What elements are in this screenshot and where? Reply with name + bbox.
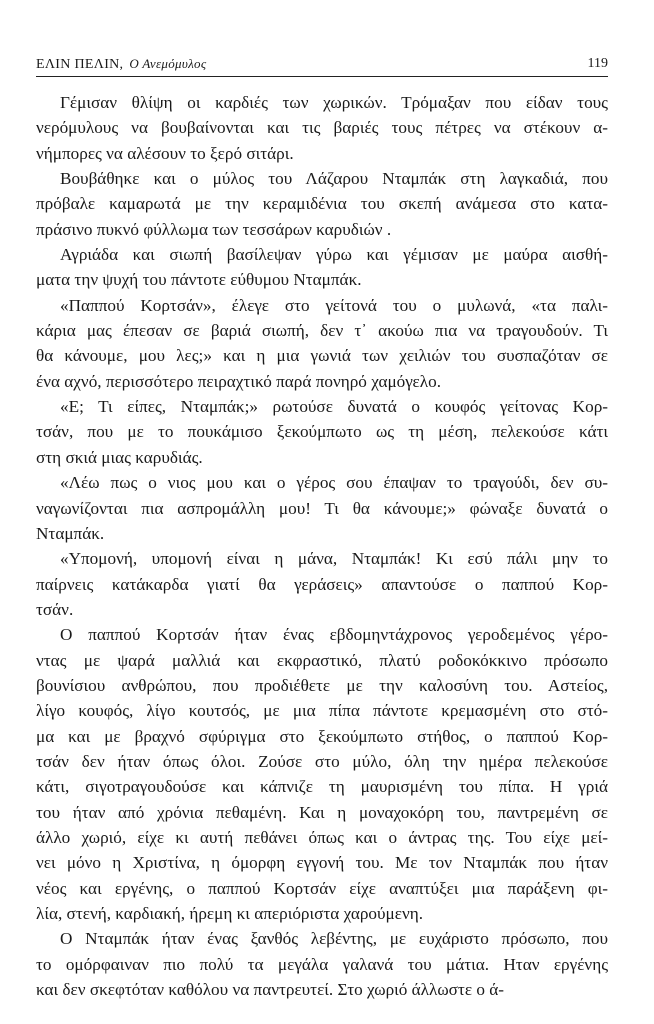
text-line: Νταμπάκ.: [36, 523, 105, 543]
text-line: βουνίσιου ανθρώπου, που προδιέθετε με την καλοσύνη του. Αστείος,: [36, 675, 608, 695]
paragraph: [36, 166, 608, 242]
text-line: ένα αχνό, περισσότερο πειραχτικό παρά πονηρό χαμόγελο.: [36, 371, 441, 391]
text-line: τσάν.: [36, 599, 74, 619]
text-line: λίγο κουφός, λίγο κουτσός, με μια πίπα πάντοτε κρεμασμένη στο στό-: [36, 701, 608, 721]
text-line: άλλο χωριό, είχε κι αυτή πεθάνει όπως και ο άντρας της. Του είχε μεί-: [36, 827, 608, 847]
header-title: Ο Ανεμόμυλος: [129, 56, 207, 71]
text-line: κάτι, σιγοτραγουδούσε και κάπνιζε τη μαυρισμένη του πίπα. Η γριά: [36, 777, 608, 797]
text-line: πράσινο πυκνό φύλλωμα των τεσσάρων καρυδιών .: [36, 219, 392, 239]
paragraph: [36, 90, 608, 166]
text-line: του ήταν από χρόνια πεθαμένη. Και η μοναχοκόρη του, παντρεμένη σε: [36, 802, 608, 822]
text-line: τσάν δεν ήταν όπως όλοι. Ζούσε στο μύλο, όλη την ημέρα πελεκούσε: [36, 751, 608, 771]
text-line: πρόβαλε καμαρωτά με την κεραμιδένια του σκεπή ανάμεσα στο κατα-: [36, 194, 608, 214]
text-line: «Παππού Κορτσάν», έλεγε στο γείτονά του ο μυλωνά, «τα παλι-: [60, 295, 608, 315]
text-line: μα και με βραχνό σφύριγμα στο ξεκούμπωτο στήθος, ο παππού Κορ-: [36, 726, 608, 746]
paragraph: [36, 470, 608, 546]
text-line: ναγωνίζονται πια ασπρομάλλη μου! Τι θα κάνουμε;» φώναξε δυνατά ο: [36, 498, 608, 518]
text-line: νερόμυλους να βουβαίνονται και τις βαριές τους πέτρες να στέκουν α-: [36, 118, 608, 138]
text-line: και δεν σκεφτόταν καθόλου να παντρευτεί. Στο χωριό άλλωστε ο ά-: [36, 980, 504, 1000]
text-line: το ομόρφαιναν πιο πολύ τα μεγάλα γαλανά του μάτια. Ηταν εργένης: [36, 954, 608, 974]
text-line: παίρνεις κατάκαρδα γιατί θα γεράσεις» απαντούσε ο παππού Κορ-: [36, 574, 608, 594]
text-line: ντας με ψαρά μαλλιά και εκφραστικό, πλατύ ροδοκόκκινο πρόσωπο: [36, 650, 608, 670]
text-line: νήμπορες να αλέσουν το ξερό σιτάρι.: [36, 143, 294, 163]
text-line: νει μόνο η Χριστίνα, η όμορφη εγγονή του. Με τον Νταμπάκ που ήταν: [36, 853, 608, 873]
paragraph: [36, 926, 608, 1002]
text-line: στη σκιά μιας καρυδιάς.: [36, 447, 203, 467]
text-line: Βουβάθηκε και ο μύλος του Λάζαρου Νταμπάκ στη λαγκαδιά, που: [60, 169, 608, 189]
paragraph: [36, 242, 608, 293]
text-line: τσάν, που με το πουκάμισο ξεκούμπωτο ως τη μέση, πελεκούσε κάτι: [36, 422, 608, 442]
paragraph: [36, 293, 608, 394]
text-line: Αγριάδα και σιωπή βασίλεψαν γύρω και γέμισαν με μαύρα αισθή-: [60, 245, 608, 265]
paragraph: [36, 622, 608, 926]
text-line: Ο Νταμπάκ ήταν ένας ξανθός λεβέντης, με ευχάριστο πρόσωπο, που: [60, 929, 608, 949]
text-line: Γέμισαν θλίψη οι καρδιές των χωρικών. Τρόμαξαν που είδαν τους: [60, 93, 608, 112]
text-line: κάρια μας έπεσαν σε βαριά σιωπή, δεν τ᾽ ακούω πια να τραγουδούν. Τι: [36, 321, 608, 341]
header-author: ΕΛΙΝ ΠΕΛΙΝ, Ο Ανεμόμυλος: [36, 56, 207, 72]
paragraph: [36, 546, 608, 622]
text-line: θα κάνουμε, μου λες;» και η μια γωνιά των χειλιών του συσπαζόταν σε: [36, 346, 608, 366]
text-line: «Ε; Τι είπες, Νταμπάκ;» ρωτούσε δυνατά ο κουφός γείτονας Κορ-: [60, 397, 608, 417]
paragraph: [36, 394, 608, 470]
running-header: [36, 54, 608, 77]
text-line: νέος και εργένης, ο παππού Κορτσάν είχε αναπτύξει μια παράξενη φι-: [36, 878, 608, 898]
text-line: ματα την ψυχή του πάντοτε εύθυμου Νταμπάκ.: [36, 270, 362, 290]
text-line: «Λέω πως ο νιος μου και ο γέρος σου έπαψαν το τραγούδι, δεν συ-: [60, 473, 608, 493]
text-line: Ο παππού Κορτσάν ήταν ένας εβδομηντάχρονος γεροδεμένος γέρο-: [60, 625, 608, 645]
body-text: [36, 90, 608, 1002]
text-line: λία, στενή, καρδιακή, ήρεμη κι απεριόριστα χαρούμενη.: [36, 904, 424, 923]
text-line: «Υπομονή, υπομονή είναι η μάνα, Νταμπάκ! Κι εσύ πάλι μην το: [60, 549, 608, 569]
page-number: 119: [587, 56, 608, 71]
